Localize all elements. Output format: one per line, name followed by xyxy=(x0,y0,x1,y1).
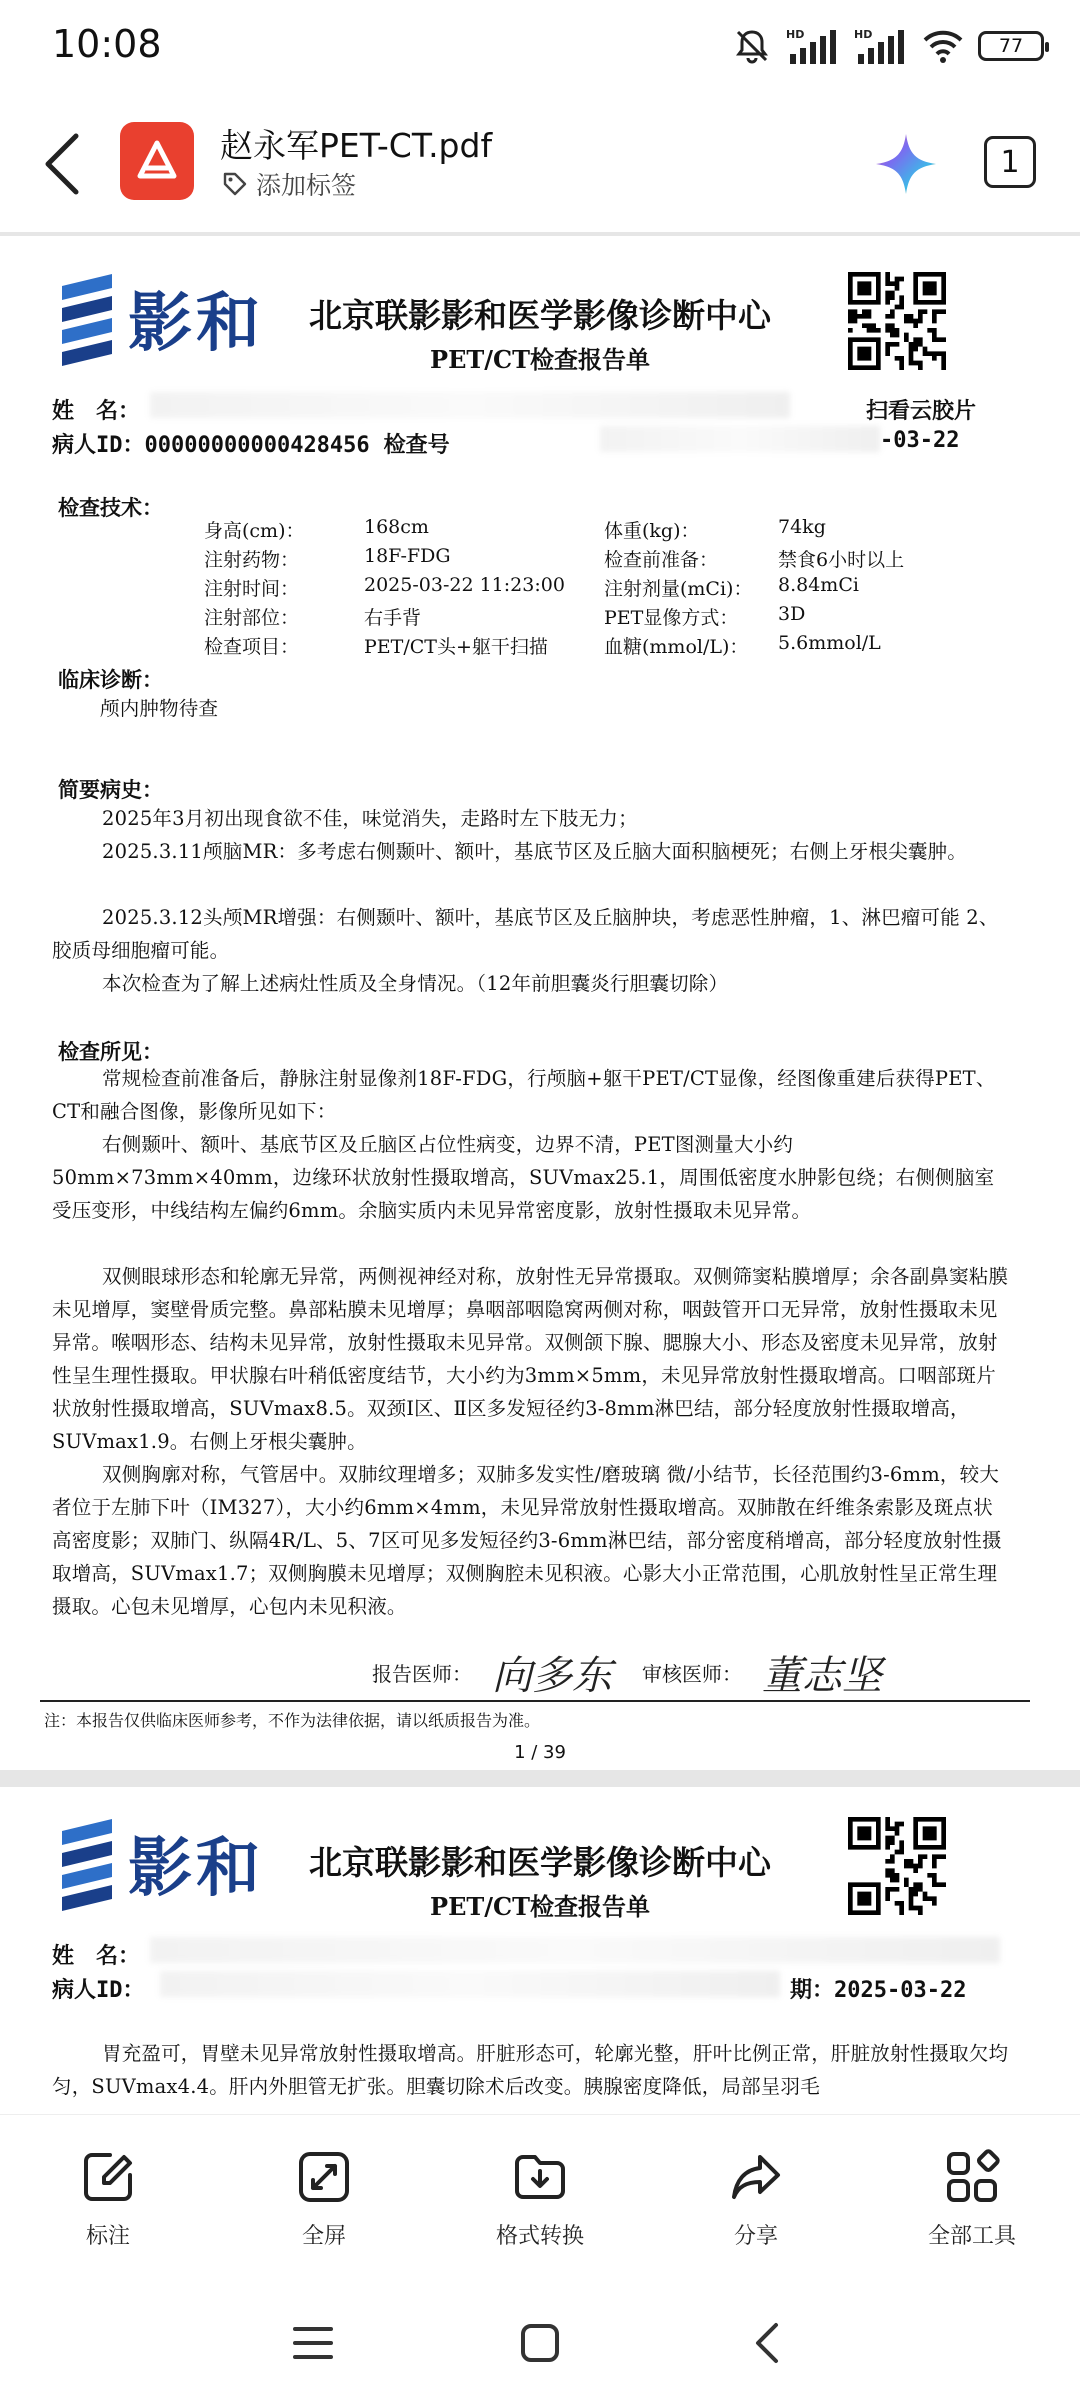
mute-bell-icon xyxy=(732,26,772,66)
redacted-date xyxy=(600,426,880,452)
page-indicator: 1 / 39 xyxy=(514,1742,566,1763)
pdf-logo-icon xyxy=(134,138,180,184)
format-convert-button[interactable] xyxy=(440,2149,640,2250)
patient-id-value: 00000000000428456 xyxy=(144,433,370,458)
tech-cell: 禁食6小时以上 xyxy=(778,549,905,571)
annotate-icon xyxy=(80,2149,136,2205)
pdf-page-1 xyxy=(0,236,1080,1770)
qr-code[interactable] xyxy=(848,272,946,370)
exam-date-partial: -03-22 xyxy=(880,428,960,453)
status-time: 10:08 xyxy=(52,22,162,66)
tech-cell: 检查前准备： xyxy=(604,549,719,571)
all-tools-label: 全部工具 xyxy=(927,2224,1016,2249)
redacted-name xyxy=(150,1937,1000,1963)
page-count-button[interactable]: 1 xyxy=(984,136,1036,188)
annotate-label: 标注 xyxy=(85,2224,130,2249)
history-line: 2025.3.11颅脑MR：多考虑右侧颞叶、额叶，基底节区及丘脑大面积脑梗死；右侧上牙根尖囊肿。 xyxy=(102,840,967,863)
tech-cell: 168cm xyxy=(364,516,429,538)
back-arrow-icon xyxy=(36,128,92,200)
status-bar xyxy=(0,0,1080,92)
report-footnote: 注：本报告仅供临床医师参考，不作为法律依据，请以纸质报告为准。 xyxy=(44,1711,541,1730)
menu-lines-icon xyxy=(293,2325,333,2361)
history-line: 2025.3.12头颅MR增强：右侧颞叶、额叶，基底节区及丘脑肿块，考虑恶性肿瘤，1、淋巴瘤可能 2、胶质母细胞瘤可能。 xyxy=(52,906,999,962)
tech-cell: 注射时间： xyxy=(204,578,300,600)
battery-level: 77 xyxy=(998,35,1024,57)
patient-id-row xyxy=(52,428,450,459)
patient-name-label: 姓 名： xyxy=(52,1944,141,1969)
clinic-logo-text: 影和 xyxy=(128,286,264,361)
tech-cell: PET/CT头+躯干扫描 xyxy=(364,636,548,658)
ai-sparkle-icon xyxy=(872,130,940,198)
form-title: PET/CT检查报告单 xyxy=(430,345,650,374)
all-tools-button[interactable] xyxy=(872,2149,1072,2250)
signal-hd-icon-2 xyxy=(854,26,908,66)
reporter-signature: 向多东 xyxy=(492,1653,612,1699)
page2-findings-paragraph: 胃充盈可，胃壁未见异常放射性摄取增高。肝脏形态可，轮廓光整，肝叶比例正常，肝脏放射性摄取欠均匀，SUVmax4.4。肝内外胆管无扩张。胆囊切除术后改变。胰腺密度降低，局部呈羽毛 xyxy=(52,2042,1009,2098)
pdf-page-2 xyxy=(0,1787,1080,2114)
add-tag-button[interactable] xyxy=(222,166,356,202)
battery-icon xyxy=(978,31,1044,61)
home-square-icon xyxy=(520,2323,560,2363)
status-icons xyxy=(732,26,1044,66)
annotate-button[interactable] xyxy=(8,2149,208,2250)
history-heading: 简要病史： xyxy=(58,777,163,802)
format-convert-label: 格式转换 xyxy=(495,2224,584,2249)
findings-paragraph: 常规检查前准备后，静脉注射显像剂18F-FDG，行颅脑+躯干PET/CT显像，经图像重建后获得PET、CT和融合图像，影像所见如下： xyxy=(52,1067,996,1123)
findings-paragraph: 右侧颞叶、额叶、基底节区及丘脑区占位性病变，边界不清，PET图测量大小约50mm×73mm×40mm，边缘环状放射性摄取增高，SUVmax25.1，周围低密度水肿影包绕；右侧侧脑室受压变形，中线结构左偏约6mm。余脑实质内未见异常密度影，放射性摄取未见异常。 xyxy=(52,1133,995,1222)
tech-cell: 右手背 xyxy=(364,607,422,629)
all-tools-icon xyxy=(944,2149,1000,2205)
reporter-label: 报告医师： xyxy=(372,1662,472,1686)
svg-text:HD: HD xyxy=(786,28,805,41)
tech-cell: 8.84mCi xyxy=(778,574,859,596)
signature-row xyxy=(372,1644,882,1701)
exam-tech-table xyxy=(204,516,964,661)
share-icon xyxy=(728,2149,784,2205)
tech-cell: PET显像方式： xyxy=(604,607,739,629)
system-nav-bar xyxy=(0,2286,1080,2400)
fullscreen-label: 全屏 xyxy=(301,2224,346,2249)
tech-row xyxy=(204,516,964,545)
center-name: 北京联影影和医学影像诊断中心 xyxy=(309,296,771,335)
tech-cell: 身高(cm)： xyxy=(204,520,305,542)
tech-cell: 检查项目： xyxy=(204,636,300,658)
home-button[interactable] xyxy=(500,2303,580,2383)
tech-cell: 74kg xyxy=(778,516,826,538)
tech-cell: 2025-03-22 11:23:00 xyxy=(364,574,565,596)
patient-id-label: 病人ID： xyxy=(52,433,145,458)
patient-id-label: 病人ID： xyxy=(52,1978,145,2003)
share-button[interactable] xyxy=(656,2149,856,2250)
signal-hd-icon xyxy=(786,26,840,66)
tech-row xyxy=(204,545,964,574)
tech-cell: 18F-FDG xyxy=(364,545,451,567)
app-header xyxy=(0,100,1080,230)
qr-code[interactable] xyxy=(848,1817,946,1915)
recent-apps-button[interactable] xyxy=(273,2303,353,2383)
share-label: 分享 xyxy=(733,2224,778,2249)
pdf-viewer[interactable] xyxy=(0,232,1080,2114)
redacted-name xyxy=(150,392,790,418)
center-name: 北京联影影和医学影像诊断中心 xyxy=(309,1843,771,1882)
clinical-dx-heading: 临床诊断： xyxy=(58,667,163,692)
ai-assistant-button[interactable] xyxy=(872,130,940,198)
patient-name-label: 姓 名： xyxy=(52,399,141,424)
tech-cell: 注射剂量(mCi)： xyxy=(604,578,753,600)
findings-heading: 检查所见： xyxy=(58,1039,163,1064)
bottom-toolbar xyxy=(0,2114,1080,2264)
file-title: 赵永军PET-CT.pdf xyxy=(220,126,493,165)
tech-row xyxy=(204,574,964,603)
tech-row xyxy=(204,603,964,632)
redacted-id xyxy=(160,1971,780,1997)
form-title: PET/CT检查报告单 xyxy=(430,1892,650,1921)
reviewer-signature: 董志坚 xyxy=(762,1653,882,1699)
tech-cell: 注射药物： xyxy=(204,549,300,571)
back-button[interactable] xyxy=(36,128,92,200)
reviewer-label: 审核医师： xyxy=(642,1662,742,1686)
findings-paragraph: 双侧眼球形态和轮廓无异常，两侧视神经对称，放射性无异常摄取。双侧筛窦粘膜增厚；余各副鼻窦粘膜未见增厚，窦壁骨质完整。鼻部粘膜未见增厚；鼻咽部咽隐窝两侧对称，咽鼓管开口无异常，放射性摄取未见异常。喉咽形态、结构未见异常，放射性摄取未见异常。双侧颌下腺、腮腺大小、形态及密度未见异常，放射性呈生理性摄取。甲状腺右叶稍低密度结节，大小约为3mm×5mm，未见异常放射性摄取增高。口咽部斑片状放射性摄取增高，SUVmax8.5。双颈Ⅰ区、Ⅱ区多发短径约3-8mm淋巴结，部分轻度放射性摄取增高，SUVmax1.9。右侧上牙根尖囊肿。 xyxy=(52,1265,1009,1453)
tech-cell: 血糖(mmol/L)： xyxy=(604,636,749,658)
history-line: 本次检查为了解上述病灶性质及全身情况。（12年前胆囊炎行胆囊切除） xyxy=(102,972,729,995)
tech-cell: 注射部位： xyxy=(204,607,300,629)
exam-date-partial: 期：2025-03-22 xyxy=(790,1978,967,2003)
cloud-film-label: 扫看云胶片 xyxy=(866,399,977,424)
exam-no-label: 检查号 xyxy=(383,433,450,458)
footer-divider xyxy=(40,1700,1030,1702)
history-line: 2025年3月初出现食欲不佳，味觉消失，走路时左下肢无力； xyxy=(102,807,638,830)
patient-name-row xyxy=(52,394,140,425)
fullscreen-icon xyxy=(296,2149,352,2205)
tag-icon xyxy=(222,171,248,197)
add-tag-label: 添加标签 xyxy=(256,171,357,200)
pdf-app-icon xyxy=(120,122,194,200)
format-convert-icon xyxy=(512,2149,568,2205)
tech-row xyxy=(204,632,964,661)
system-back-button[interactable] xyxy=(727,2303,807,2383)
exam-tech-heading: 检查技术： xyxy=(58,495,163,520)
tech-cell: 体重(kg)： xyxy=(604,520,700,542)
fullscreen-button[interactable] xyxy=(224,2149,424,2250)
clinic-logo-text: 影和 xyxy=(128,1831,264,1906)
tech-cell: 3D xyxy=(778,603,806,625)
clinical-dx-text: 颅内肿物待查 xyxy=(100,697,219,720)
wifi-icon xyxy=(922,26,964,66)
tech-cell: 5.6mmol/L xyxy=(778,632,881,654)
svg-text:HD: HD xyxy=(854,28,873,41)
back-chevron-icon xyxy=(752,2321,782,2365)
findings-paragraph: 双侧胸廓对称，气管居中。双肺纹理增多；双肺多发实性/磨玻璃 微/小结节，长径范围约3-6mm，较大者位于左肺下叶（IM327），大小约6mm×4mm，未见异常放射性摄取增高。双肺散在纤维条索影及斑点状高密度影；双肺门、纵隔4R/L、5、7区可见多发短径约3-6mm淋巴结，部分密度稍增高，部分轻度放射性摄取增高，SUVmax1.7；双侧胸膜未见增厚；双侧胸腔未见积液。心影大小正常范围，心肌放射性呈正常生理摄取。心包未见增厚，心包内未见积液。 xyxy=(52,1463,1002,1618)
